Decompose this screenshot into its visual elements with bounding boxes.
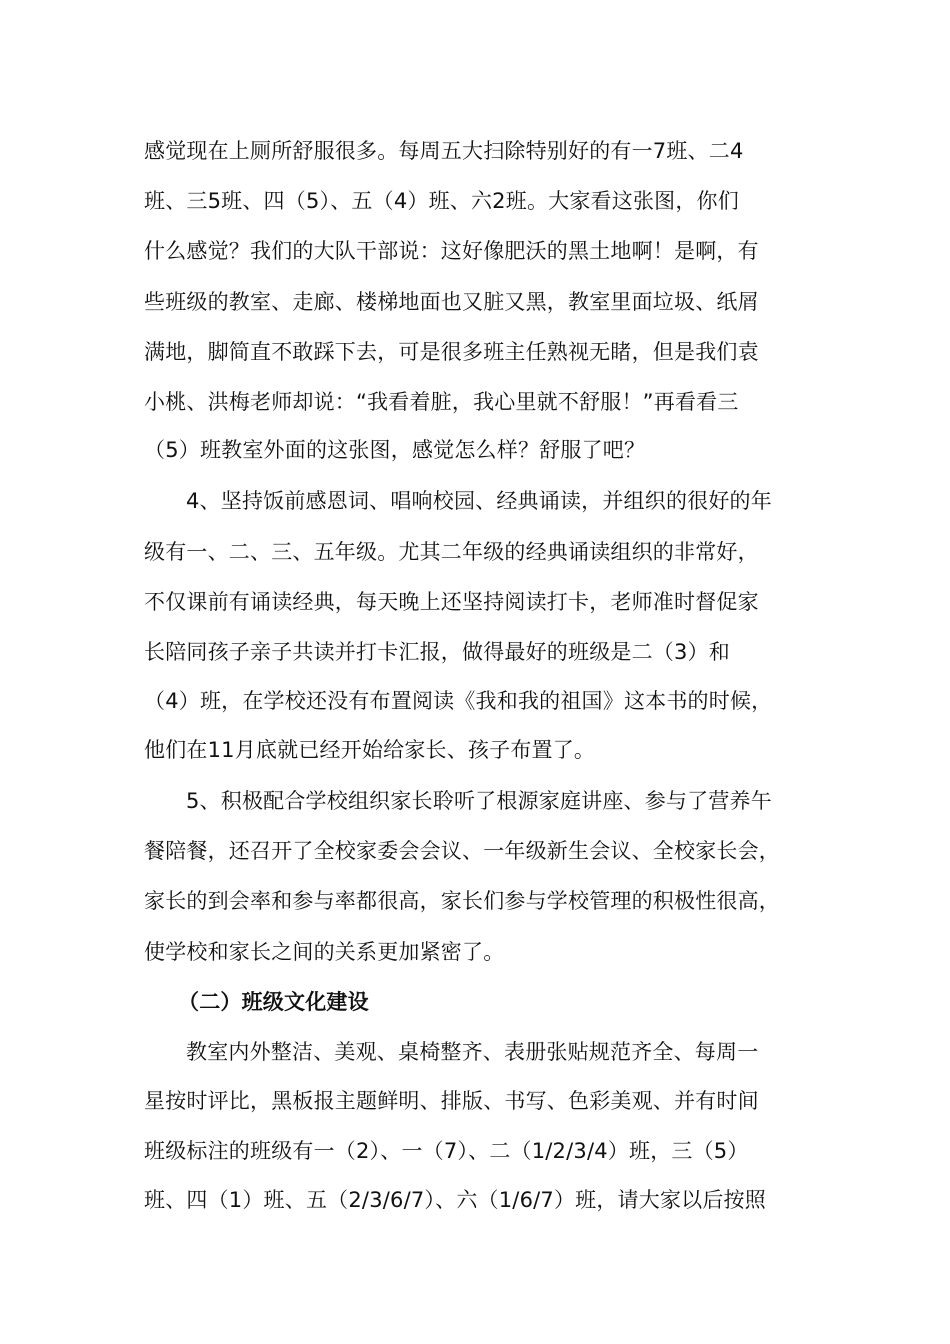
paragraph-first-line: 4、坚持饭前感恩词、唱响校园、经典诵读，并组织的很好的年 xyxy=(186,489,772,513)
text-line: 他们在11月底就已经开始给家长、孩子布置了。 xyxy=(144,738,596,762)
text-line: 长陪同孩子亲子共读并打卡汇报，做得最好的班级是二（3）和 xyxy=(144,640,730,664)
text-line: 小桃、洪梅老师却说：“我看着脏，我心里就不舒服！”再看看三 xyxy=(144,390,739,414)
text-line: 班、四（1）班、五（2/3/6/7）、六（1/6/7）班，请大家以后按照 xyxy=(144,1188,766,1212)
text-line: 家长的到会率和参与率都很高，家长们参与学校管理的积极性很高， xyxy=(144,889,780,913)
text-line: 些班级的教室、走廊、楼梯地面也又脏又黑，教室里面垃圾、纸屑 xyxy=(144,290,759,314)
paragraph-first-line: 5、积极配合学校组织家长聆听了根源家庭讲座、参与了营养午 xyxy=(186,789,772,813)
text-line: （4）班，在学校还没有布置阅读《我和我的祖国》这本书的时候， xyxy=(144,689,773,713)
text-line: 级有一、二、三、五年级。尤其二年级的经典诵读组织的非常好， xyxy=(144,540,759,564)
section-heading: （二）班级文化建设 xyxy=(178,990,369,1014)
text-line: 班级标注的班级有一（2）、一（7）、二（1/2/3/4）班，三（5） xyxy=(144,1139,749,1163)
text-line: 使学校和家长之间的关系更加紧密了。 xyxy=(144,940,505,964)
paragraph-first-line: 教室内外整洁、美观、桌椅整齐、表册张贴规范齐全、每周一 xyxy=(186,1040,759,1064)
text-line: 什么感觉？我们的大队干部说：这好像肥沃的黑土地啊！是啊，有 xyxy=(144,239,759,263)
text-line: （5）班教室外面的这张图，感觉怎么样？舒服了吧？ xyxy=(144,438,646,462)
text-line: 感觉现在上厕所舒服很多。每周五大扫除特别好的有一7班、二4 xyxy=(144,139,744,163)
text-line: 满地，脚简直不敢踩下去，可是很多班主任熟视无睹，但是我们袁 xyxy=(144,340,759,364)
text-line: 不仅课前有诵读经典，每天晚上还坚持阅读打卡，老师准时督促家 xyxy=(144,590,759,614)
text-line: 星按时评比，黑板报主题鲜明、排版、书写、色彩美观、并有时间 xyxy=(144,1089,759,1113)
text-line: 餐陪餐，还召开了全校家委会会议、一年级新生会议、全校家长会， xyxy=(144,839,780,863)
text-line: 班、三5班、四（5）、五（4）班、六2班。大家看这张图，你们 xyxy=(144,189,739,213)
